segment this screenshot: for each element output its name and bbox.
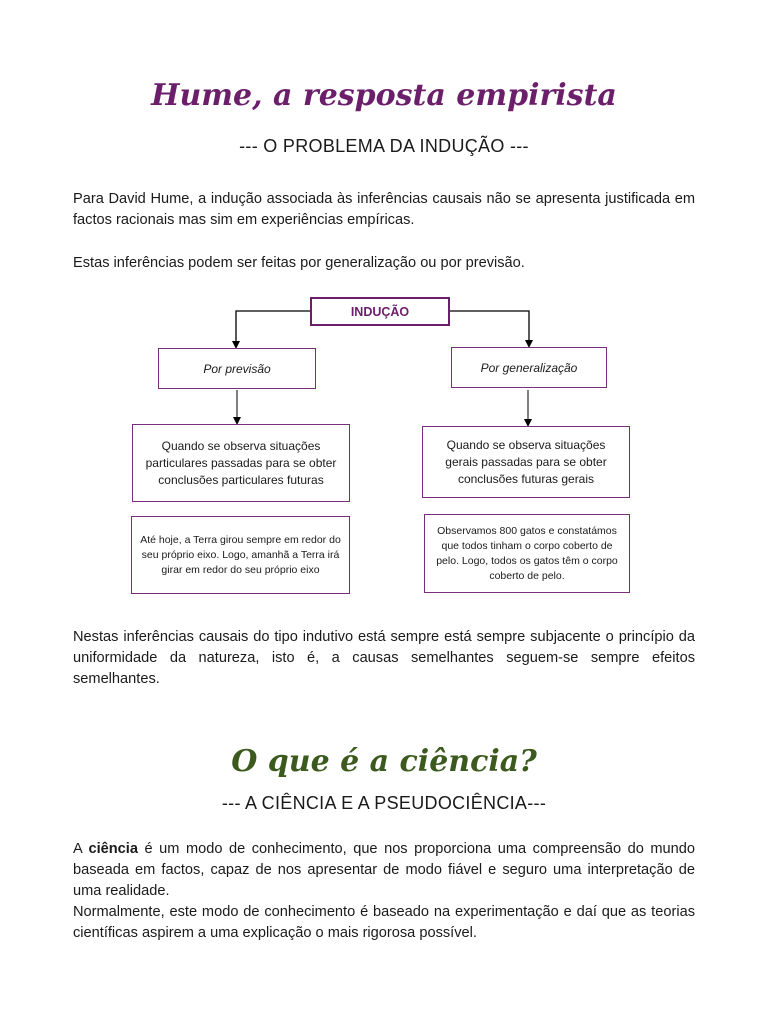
diagram-box-generalizacao-example <box>424 514 630 593</box>
diagram-box-text: Observamos 800 gatos e constatámos que todos tinham o corpo coberto de pelo. Logo, todos os gatos têm o corpo coberto de pelo. <box>436 524 618 582</box>
paragraph: Nestas inferências causais do tipo indutivo está sempre está sempre subjacente o princípio da uniformidade da natureza, isto é, a causas semelhantes seguem-se sempre efeitos semelhantes. <box>73 629 695 687</box>
text-run: é um modo de conhecimento, que nos proporciona uma compreensão do mundo baseada em factos, capaz de nos apresentar de modo fiável e seguro uma interpretação de uma realidade. <box>73 841 696 899</box>
diagram-box-previsao-example <box>131 516 350 594</box>
diagram-box-generalizacao-description <box>422 426 630 498</box>
paragraph: Normalmente, este modo de conhecimento é baseado na experimentação e daí que as teorias científicas aspirem a uma explicação o mais rigorosa possível. <box>73 904 695 941</box>
diagram-root-label: INDUÇÃO <box>350 304 410 319</box>
connector-right <box>450 311 529 344</box>
connector-left <box>236 311 310 345</box>
paragraph: Para David Hume, a indução associada às inferências causais não se apresenta justificada em factos racionais mas sim em experiências empíricas. <box>73 191 695 228</box>
diagram-box-label: Por previsão <box>203 361 271 376</box>
page-title: Hume, a resposta empirista <box>151 78 617 113</box>
diagram-box-text: Quando se observa situações particulares passadas para se obter conclusões particulares futuras <box>145 438 337 487</box>
paragraph <box>73 839 695 902</box>
diagram-box-previsao-description <box>132 424 350 502</box>
section-title: O que é a ciência? <box>231 744 537 779</box>
section-subtitle: --- O PROBLEMA DA INDUÇÃO --- <box>239 136 529 156</box>
diagram-box-generalizacao <box>451 347 607 388</box>
diagram-box-previsao <box>158 348 316 389</box>
diagram-box-label: Por generalização <box>480 360 578 375</box>
diagram-box-text: Quando se observa situações gerais passadas para se obter conclusões futuras gerais <box>445 437 607 486</box>
text-run: A <box>73 841 89 857</box>
diagram-box-text: Até hoje, a Terra girou sempre em redor do seu próprio eixo. Logo, amanhã a Terra irá girar em redor do seu próprio eixo <box>140 533 341 576</box>
diagram-root-box <box>310 297 450 326</box>
section-subtitle: --- A CIÊNCIA E A PSEUDOCIÊNCIA--- <box>221 793 547 813</box>
bold-term: ciência <box>88 841 138 857</box>
paragraph: Estas inferências podem ser feitas por generalização ou por previsão. <box>73 255 525 271</box>
